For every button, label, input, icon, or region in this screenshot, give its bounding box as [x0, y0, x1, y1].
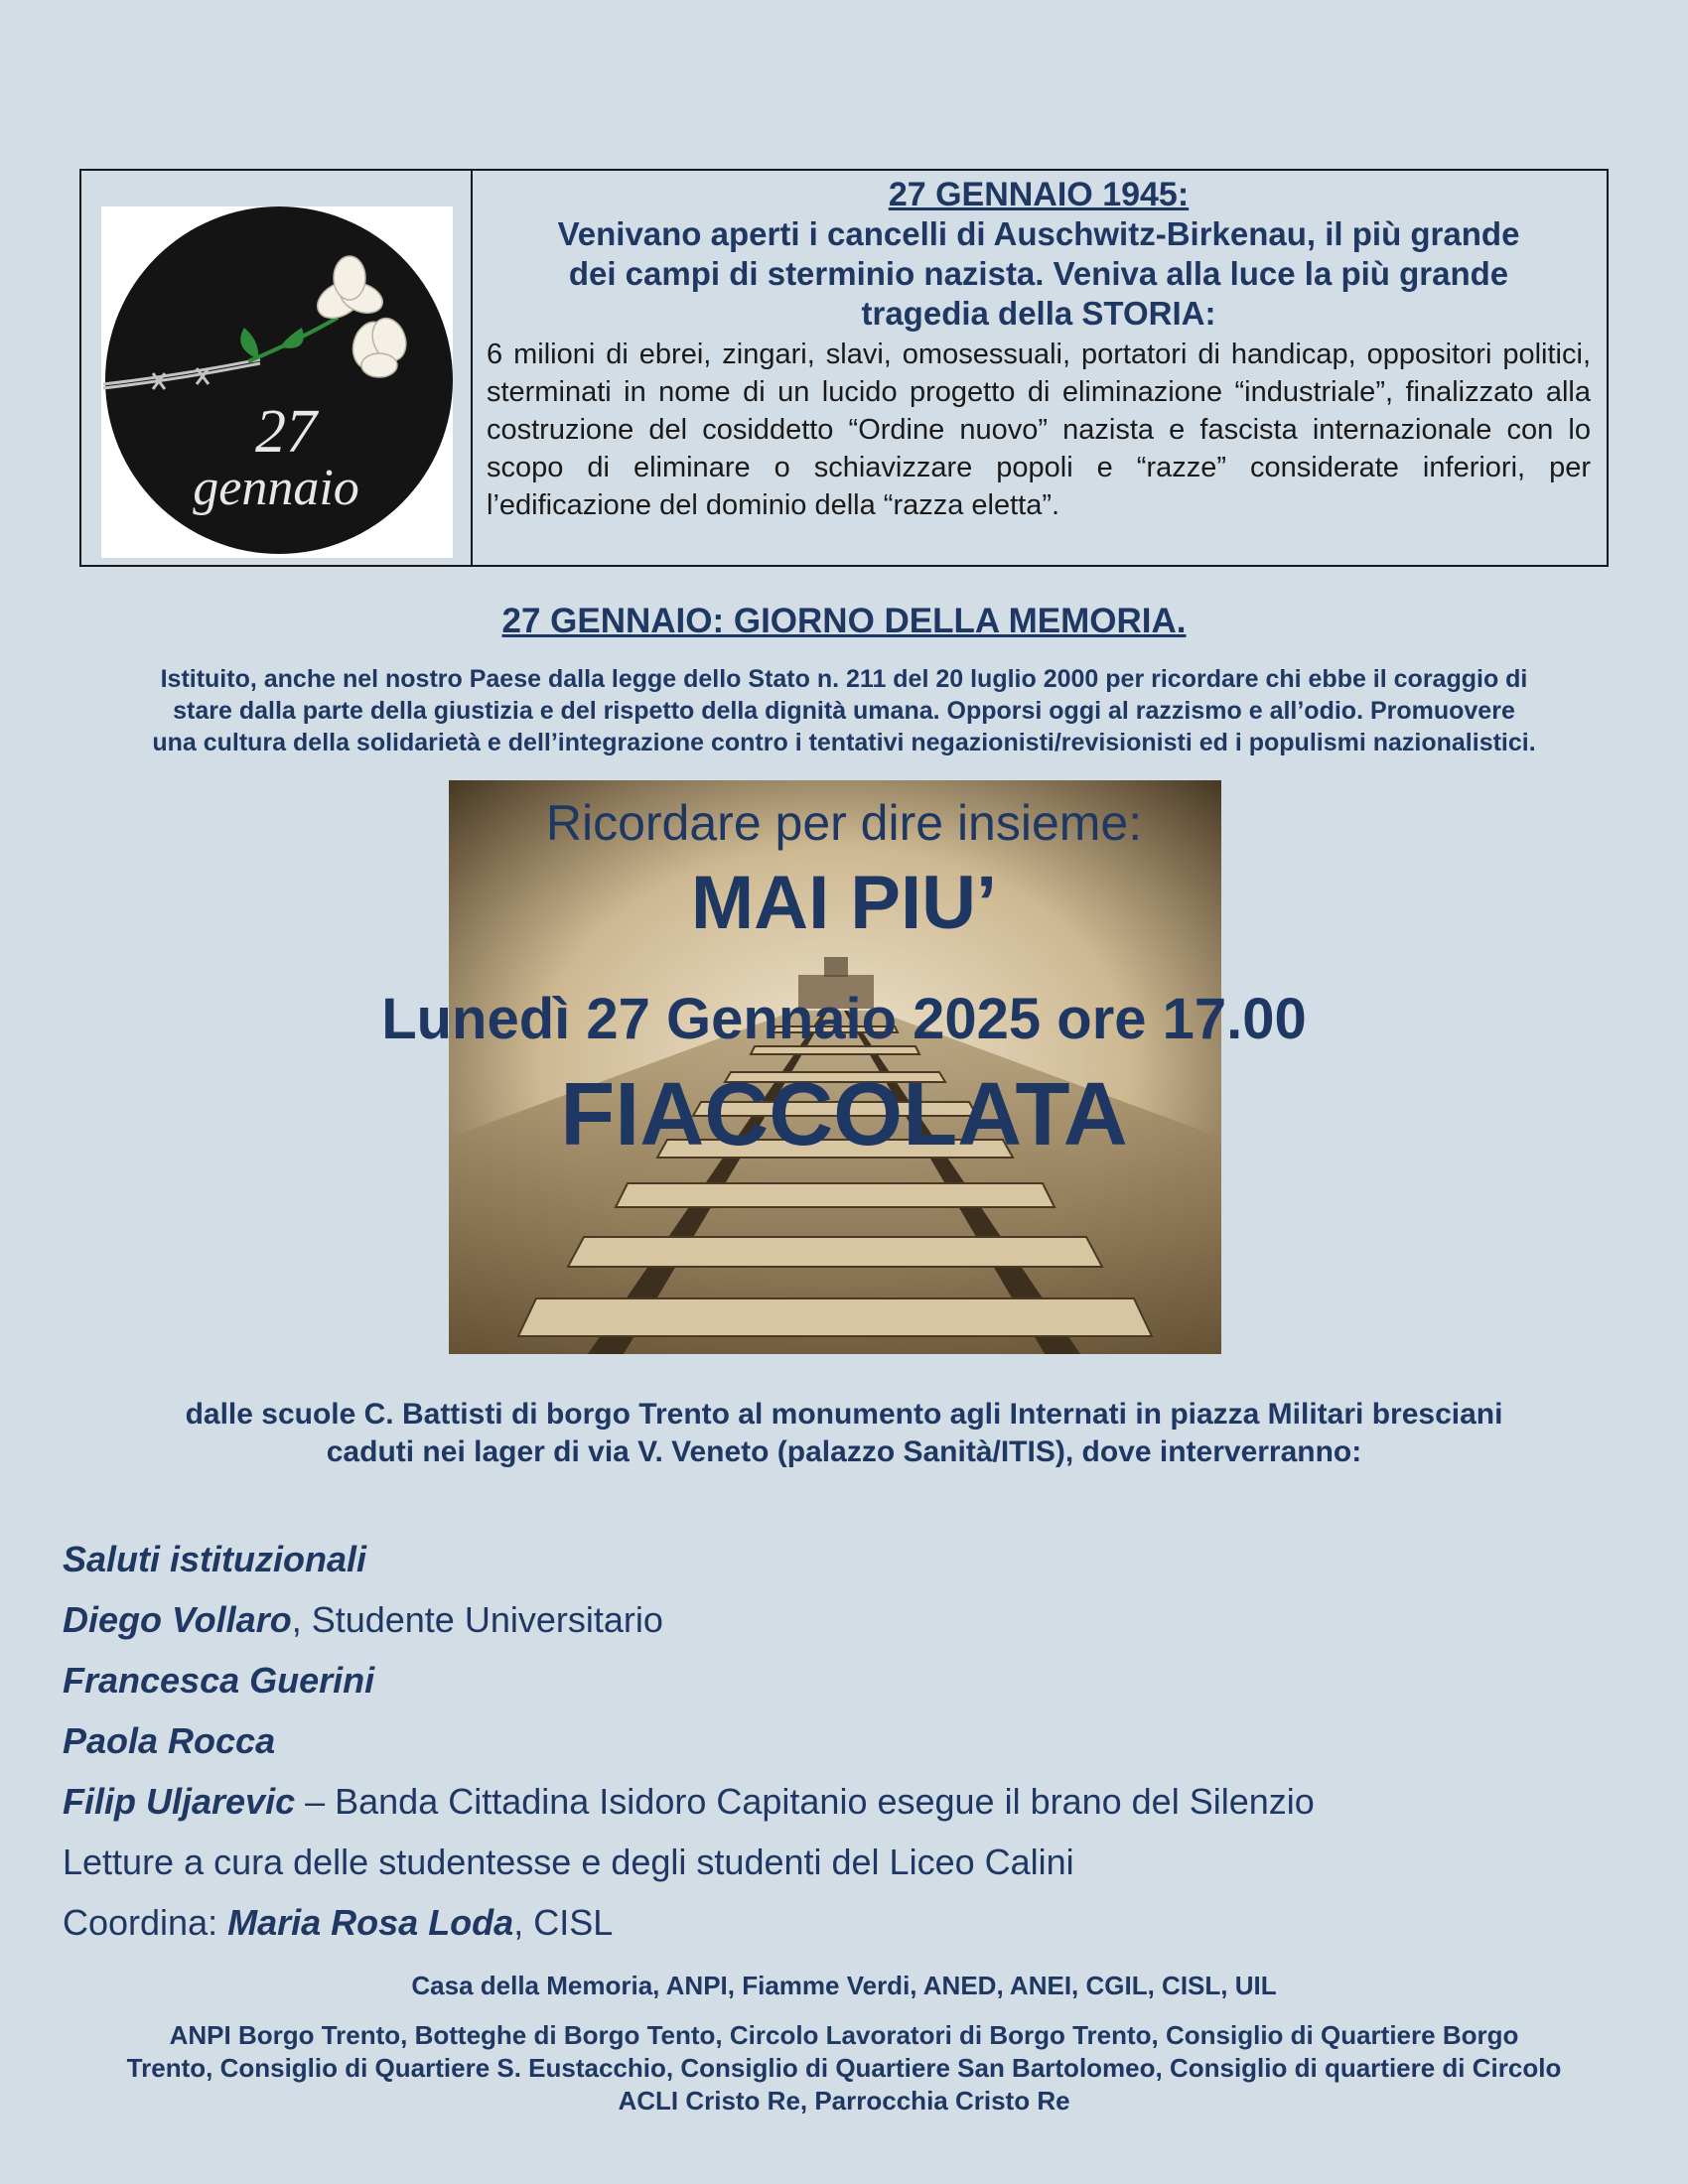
organizers-line-4: ACLI Cristo Re, Parrocchia Cristo Re: [618, 2086, 1070, 2116]
logo-word: gennaio: [193, 460, 359, 516]
coordinator-prefix: Coordina:: [63, 1902, 228, 1943]
header-body-text: 6 milioni di ebrei, zingari, slavi, omosessuali, portatori di handicap, oppositori politici, sterminati in nome di un lucido progetto di eliminazione “industriale”, finalizzato alla costruzione del cosiddetto “Ordine nuovo” nazista e fascista internazionale con lo scopo di eliminare o schiavizzare popoli e “razze” considerate inferiori, per l’edificazione del dominio della “razza eletta”.: [487, 339, 1591, 521]
list-item: [63, 1832, 1315, 1892]
route-line-2: caduti nei lager di via V. Veneto (palazzo Sanità/ITIS), dove interverranno:: [326, 1435, 1362, 1468]
remembrance-logo: [81, 171, 473, 569]
bold-line-3: tragedia della STORIA:: [861, 295, 1216, 332]
list-item: [63, 1771, 1315, 1832]
list-item: [63, 1892, 1315, 1953]
speaker-list: [63, 1529, 1315, 1953]
memoria-text: [60, 663, 1628, 758]
bold-line-2: dei campi di sterminio nazista. Veniva alla luce la più grande: [568, 255, 1509, 292]
logo-number: 27: [255, 398, 317, 466]
route-text: [60, 1396, 1628, 1471]
memoria-line-3: una cultura della solidarietà e dell’integrazione contro i tentativi negazionisti/revisionisti ed i populismi nazionalistici.: [152, 729, 1536, 756]
organizers-local: [60, 2019, 1628, 2117]
readings-text: Letture a cura delle studentesse e degli studenti del Liceo Calini: [63, 1842, 1074, 1882]
speaker-name: Maria Rosa Loda: [227, 1902, 514, 1943]
speaker-name: Filip Uljarevic: [63, 1781, 296, 1822]
memoria-line-1: Istituito, anche nel nostro Paese dalla legge dello Stato n. 211 del 20 luglio 2000 per ricordare chi ebbe il coraggio di: [160, 665, 1528, 693]
speaker-name: Francesca Guerini: [63, 1660, 375, 1701]
speaker-role: – Banda Cittadina Isidoro Capitanio esegue il brano del Silenzio: [295, 1781, 1315, 1822]
bold-line-1: Venivano aperti i cancelli di Auschwitz-Birkenau, il più grande: [557, 215, 1520, 252]
header-text-cell: [473, 171, 1607, 565]
list-item: [63, 1710, 1315, 1771]
event-date: Lunedì 27 Gennaio 2025 ore 17.00: [381, 987, 1307, 1051]
event-title: FIACCOLATA: [560, 1065, 1128, 1164]
header-box: [79, 169, 1609, 567]
route-line-1: dalle scuole C. Battisti di borgo Trento al monumento agli Internati in piazza Militari bresciani: [185, 1398, 1503, 1431]
list-item: [63, 1529, 1315, 1589]
organizers-main: Casa della Memoria, ANPI, Fiamme Verdi, ANED, ANEI, CGIL, CISL, UIL: [411, 1971, 1277, 2000]
organizers-line-3: Trento, Consiglio di Quartiere S. Eustacchio, Consiglio di Quartiere San Bartolomeo, Consiglio di quartiere di Circolo: [126, 2053, 1562, 2083]
speaker-name: Diego Vollaro: [63, 1599, 292, 1640]
logo-cell: [81, 171, 473, 565]
memoria-title: 27 GENNAIO: GIORNO DELLA MEMORIA.: [501, 602, 1187, 640]
speaker-role: , CISL: [513, 1902, 614, 1943]
poster-line-1: Ricordare per dire insieme:: [545, 795, 1143, 851]
speaker-name: Saluti istituzionali: [63, 1539, 367, 1579]
organizers-line-2: ANPI Borgo Trento, Botteghe di Borgo Tento, Circolo Lavoratori di Borgo Trento, Consiglio di Quartiere Borgo: [169, 2020, 1519, 2050]
speaker-name: Paola Rocca: [63, 1720, 276, 1761]
memoria-line-2: stare dalla parte della giustizia e del rispetto della dignità umana. Opporsi oggi al razzismo e all’odio. Promuovere: [173, 697, 1515, 725]
list-item: [63, 1589, 1315, 1650]
poster-line-2: MAI PIU’: [690, 861, 998, 945]
list-item: [63, 1650, 1315, 1710]
date-heading: 27 GENNAIO 1945:: [888, 176, 1190, 213]
speaker-role: , Studente Universitario: [291, 1599, 663, 1640]
